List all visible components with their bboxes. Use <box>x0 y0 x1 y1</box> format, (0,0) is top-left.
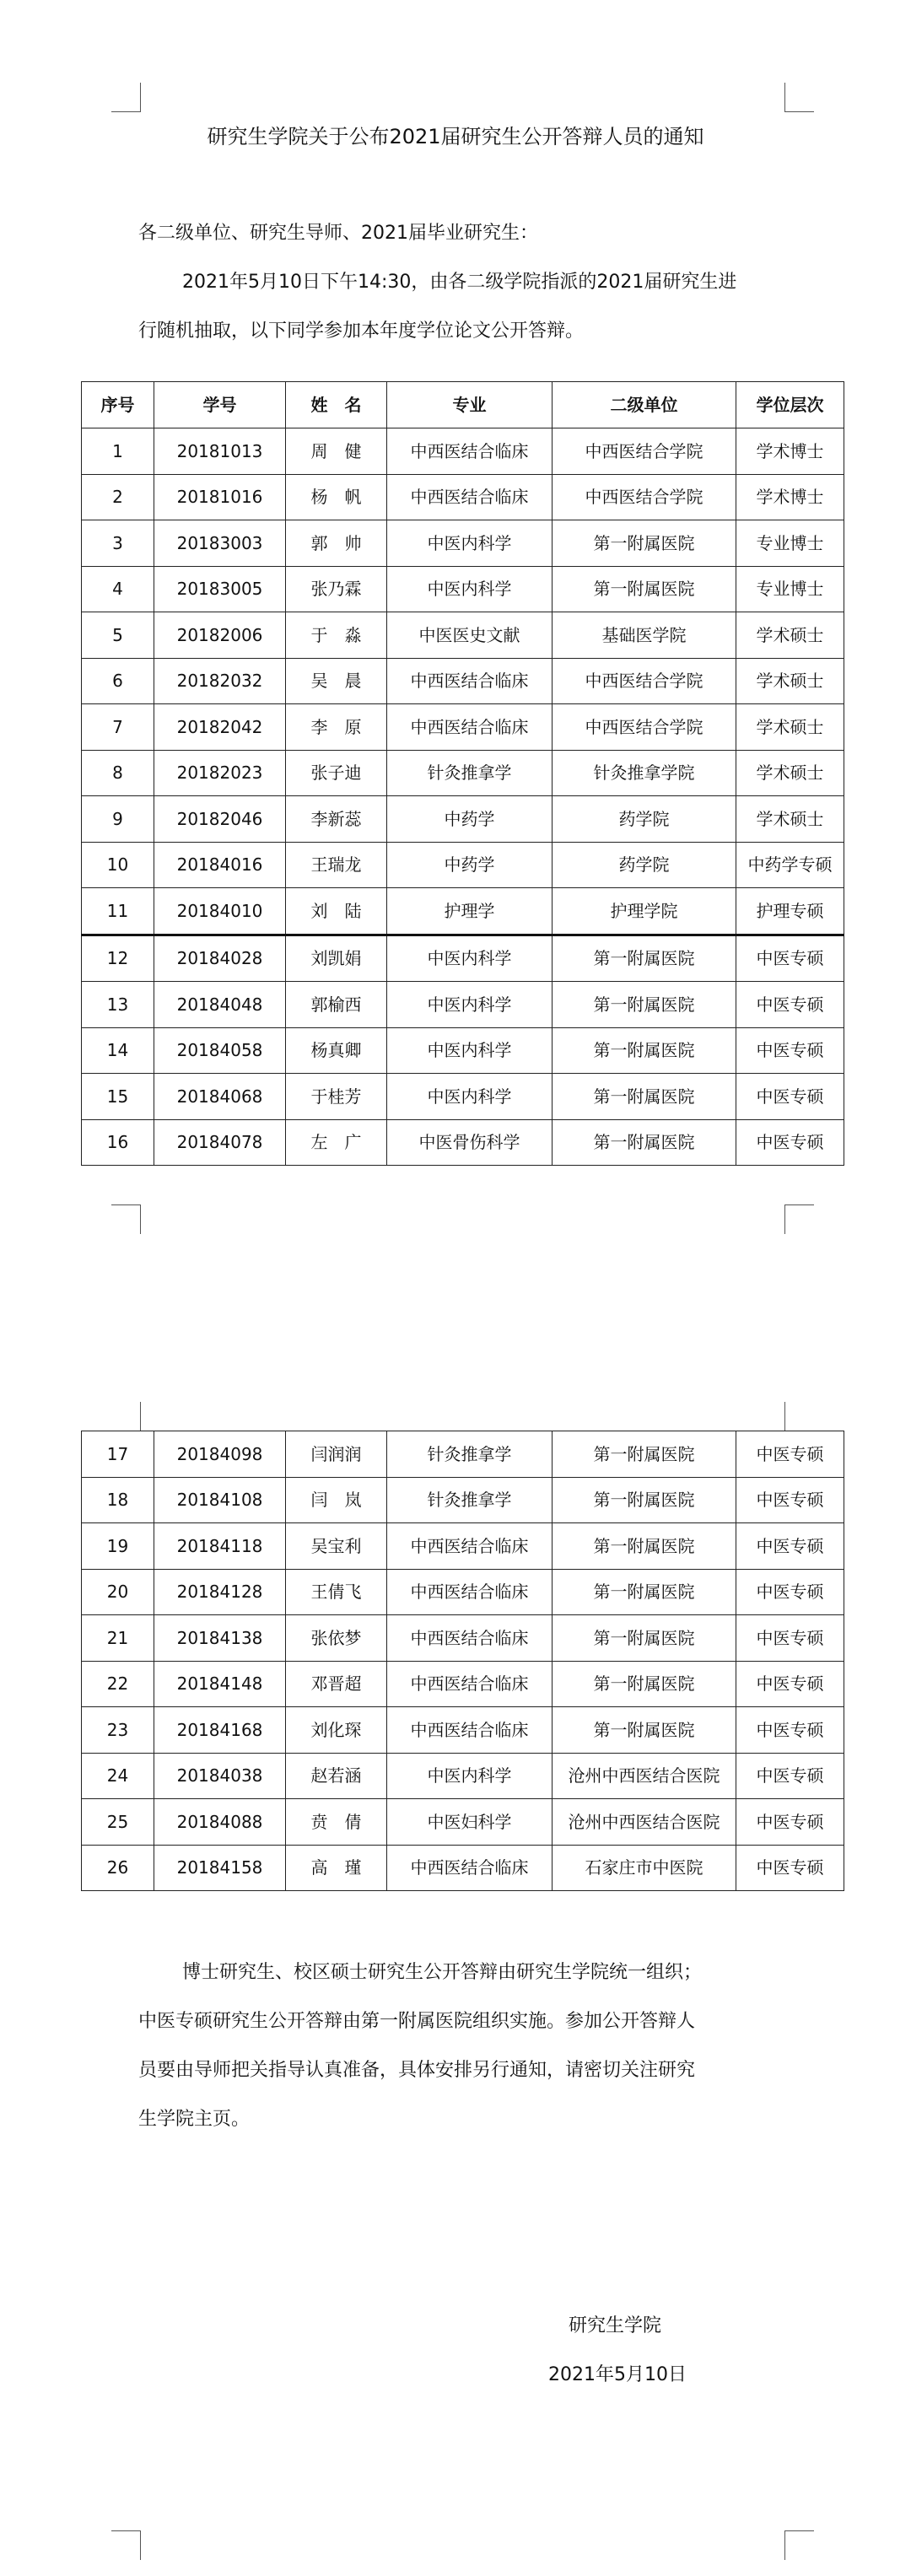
cell-degree: 中医专硕 <box>736 1569 844 1615</box>
cell-major: 中西医结合临床 <box>387 1707 553 1754</box>
cell-student-id: 20184016 <box>154 842 286 888</box>
cell-major: 中药学 <box>387 796 553 843</box>
cell-student-id: 20184068 <box>154 1074 286 1120</box>
cell-index: 13 <box>82 982 154 1028</box>
table-row <box>82 935 844 982</box>
table-row <box>82 888 844 935</box>
cell-major: 中西医结合临床 <box>387 1845 553 1891</box>
table-row <box>82 704 844 751</box>
closing-line-1: 博士研究生、校区硕士研究生公开答辩由研究生学院统一组织； <box>182 1962 703 1983</box>
cell-degree: 中医专硕 <box>736 1477 844 1523</box>
cell-student-id: 20184058 <box>154 1027 286 1074</box>
header-degree: 学位层次 <box>736 382 844 428</box>
cell-index: 20 <box>82 1569 154 1615</box>
cell-name: 李新蕊 <box>286 796 387 843</box>
cell-student-id: 20184108 <box>154 1477 286 1523</box>
closing-line-2: 中医专硕研究生公开答辩由第一附属医院组织实施。参加公开答辩人 <box>138 2011 696 2032</box>
table-row <box>82 566 844 612</box>
cell-major: 中医内科学 <box>387 935 553 982</box>
cell-index: 11 <box>82 888 154 935</box>
notice-title: 研究生学院关于公布2021届研究生公开答辩人员的通知 <box>207 125 704 148</box>
table-row <box>82 520 844 567</box>
cell-student-id: 20182042 <box>154 704 286 751</box>
cell-degree: 中医专硕 <box>736 1661 844 1707</box>
cell-unit: 第一附属医院 <box>553 1707 736 1754</box>
cell-student-id: 20184148 <box>154 1661 286 1707</box>
cell-major: 中医内科学 <box>387 982 553 1028</box>
cell-name: 于 淼 <box>286 612 387 659</box>
cell-unit: 第一附属医院 <box>553 1569 736 1615</box>
table-row <box>82 750 844 796</box>
cell-name: 王倩飞 <box>286 1569 387 1615</box>
cell-name: 贲 倩 <box>286 1799 387 1846</box>
cell-degree: 护理专硕 <box>736 888 844 935</box>
cell-degree: 中医专硕 <box>736 982 844 1028</box>
notice-body <box>138 209 796 356</box>
cell-name: 周 健 <box>286 428 387 475</box>
cell-index: 1 <box>82 428 154 475</box>
cell-name: 刘 陆 <box>286 888 387 935</box>
cell-degree: 学术硕士 <box>736 796 844 843</box>
cell-major: 中药学 <box>387 842 553 888</box>
cell-unit: 第一附属医院 <box>553 935 736 982</box>
cell-unit: 第一附属医院 <box>553 520 736 567</box>
cell-student-id: 20184028 <box>154 935 286 982</box>
cell-name: 刘化琛 <box>286 1707 387 1754</box>
table-header-row <box>82 382 844 428</box>
cell-unit: 第一附属医院 <box>553 566 736 612</box>
cell-degree: 中医专硕 <box>736 1074 844 1120</box>
cell-unit: 第一附属医院 <box>553 1431 736 1478</box>
cell-major: 中西医结合临床 <box>387 1661 553 1707</box>
crop-mark-top-left <box>111 83 141 112</box>
cell-name: 张依梦 <box>286 1615 387 1662</box>
cell-name: 杨真卿 <box>286 1027 387 1074</box>
cell-unit: 第一附属医院 <box>553 982 736 1028</box>
cell-name: 左 广 <box>286 1119 387 1166</box>
signature-org: 研究生学院 <box>569 2315 662 2336</box>
cell-degree: 中医专硕 <box>736 1523 844 1570</box>
cell-major: 中医骨伤科学 <box>387 1119 553 1166</box>
table-row <box>82 982 844 1028</box>
cell-index: 23 <box>82 1707 154 1754</box>
crop-mark-bottom-left <box>111 2530 141 2560</box>
cell-name: 张乃霖 <box>286 566 387 612</box>
cell-name: 郭榆西 <box>286 982 387 1028</box>
cell-student-id: 20184098 <box>154 1431 286 1478</box>
cell-major: 中医妇科学 <box>387 1799 553 1846</box>
roster-table-part-1 <box>81 381 844 1166</box>
cell-unit: 第一附属医院 <box>553 1074 736 1120</box>
cell-student-id: 20184168 <box>154 1707 286 1754</box>
cell-degree: 学术硕士 <box>736 612 844 659</box>
header-index: 序号 <box>82 382 154 428</box>
cell-degree: 专业博士 <box>736 520 844 567</box>
crop-mark-bottom-right <box>784 2530 814 2560</box>
cell-index: 2 <box>82 474 154 520</box>
cell-student-id: 20181016 <box>154 474 286 520</box>
cell-unit: 第一附属医院 <box>553 1027 736 1074</box>
cell-degree: 中医专硕 <box>736 1027 844 1074</box>
cell-index: 9 <box>82 796 154 843</box>
cell-student-id: 20183005 <box>154 566 286 612</box>
cell-degree: 中医专硕 <box>736 1845 844 1891</box>
cell-name: 吴宝利 <box>286 1523 387 1570</box>
cell-name: 李 原 <box>286 704 387 751</box>
salutation: 各二级单位、研究生导师、2021届毕业研究生： <box>138 223 538 244</box>
table-row <box>82 1523 844 1570</box>
cell-unit: 药学院 <box>553 842 736 888</box>
cell-student-id: 20182006 <box>154 612 286 659</box>
cell-unit: 沧州中西医结合医院 <box>553 1753 736 1799</box>
cell-index: 19 <box>82 1523 154 1570</box>
table-row <box>82 796 844 843</box>
cell-index: 3 <box>82 520 154 567</box>
table-row <box>82 1661 844 1707</box>
table-row <box>82 1431 844 1478</box>
cell-unit: 第一附属医院 <box>553 1119 736 1166</box>
cell-degree: 中医专硕 <box>736 1119 844 1166</box>
table-row <box>82 1707 844 1754</box>
cell-degree: 学术硕士 <box>736 750 844 796</box>
document-page-2 <box>0 1400 911 2576</box>
table-row <box>82 1074 844 1120</box>
cell-major: 中西医结合临床 <box>387 474 553 520</box>
cell-index: 8 <box>82 750 154 796</box>
cell-index: 15 <box>82 1074 154 1120</box>
table-row <box>82 1799 844 1846</box>
cell-index: 5 <box>82 612 154 659</box>
cell-major: 中医内科学 <box>387 1027 553 1074</box>
cell-index: 12 <box>82 935 154 982</box>
closing-line-4: 生学院主页。 <box>138 2109 251 2130</box>
cell-unit: 中西医结合学院 <box>553 474 736 520</box>
table-row <box>82 1569 844 1615</box>
header-student-id: 学号 <box>154 382 286 428</box>
cell-index: 17 <box>82 1431 154 1478</box>
crop-mark-top-right <box>784 1402 814 1431</box>
cell-student-id: 20184078 <box>154 1119 286 1166</box>
cell-unit: 护理学院 <box>553 888 736 935</box>
cell-name: 闫润润 <box>286 1431 387 1478</box>
cell-major: 中西医结合临床 <box>387 1569 553 1615</box>
cell-major: 针灸推拿学 <box>387 1477 553 1523</box>
cell-index: 21 <box>82 1615 154 1662</box>
closing-line-3: 员要由导师把关指导认真准备，具体安排另行通知，请密切关注研究 <box>138 2060 696 2081</box>
cell-student-id: 20184048 <box>154 982 286 1028</box>
cell-unit: 中西医结合学院 <box>553 428 736 475</box>
cell-degree: 学术硕士 <box>736 658 844 704</box>
cell-major: 中西医结合临床 <box>387 1615 553 1662</box>
cell-student-id: 20184118 <box>154 1523 286 1570</box>
crop-mark-top-left <box>111 1402 141 1431</box>
cell-degree: 专业博士 <box>736 566 844 612</box>
cell-index: 18 <box>82 1477 154 1523</box>
cell-student-id: 20184158 <box>154 1845 286 1891</box>
cell-name: 于桂芳 <box>286 1074 387 1120</box>
cell-degree: 中医专硕 <box>736 1799 844 1846</box>
cell-unit: 基础医学院 <box>553 612 736 659</box>
crop-mark-bottom-right <box>784 1204 814 1234</box>
table-row <box>82 1845 844 1891</box>
cell-major: 中医内科学 <box>387 520 553 567</box>
cell-name: 闫 岚 <box>286 1477 387 1523</box>
cell-major: 中医医史文献 <box>387 612 553 659</box>
cell-major: 中西医结合临床 <box>387 658 553 704</box>
cell-unit: 第一附属医院 <box>553 1615 736 1662</box>
cell-index: 22 <box>82 1661 154 1707</box>
table-row <box>82 1615 844 1662</box>
cell-name: 张子迪 <box>286 750 387 796</box>
cell-degree: 学术博士 <box>736 428 844 475</box>
cell-index: 16 <box>82 1119 154 1166</box>
cell-degree: 学术硕士 <box>736 704 844 751</box>
header-major: 专业 <box>387 382 553 428</box>
cell-name: 王瑞龙 <box>286 842 387 888</box>
header-name: 姓 名 <box>286 382 387 428</box>
cell-unit: 针灸推拿学院 <box>553 750 736 796</box>
cell-degree: 学术博士 <box>736 474 844 520</box>
cell-major: 中西医结合临床 <box>387 1523 553 1570</box>
cell-major: 中医内科学 <box>387 1074 553 1120</box>
cell-student-id: 20182032 <box>154 658 286 704</box>
cell-unit: 第一附属医院 <box>553 1477 736 1523</box>
cell-name: 邓晋超 <box>286 1661 387 1707</box>
table-row <box>82 1119 844 1166</box>
cell-unit: 中西医结合学院 <box>553 658 736 704</box>
cell-student-id: 20184010 <box>154 888 286 935</box>
cell-unit: 石家庄市中医院 <box>553 1845 736 1891</box>
cell-student-id: 20182046 <box>154 796 286 843</box>
cell-index: 25 <box>82 1799 154 1846</box>
cell-name: 刘凯娟 <box>286 935 387 982</box>
cell-student-id: 20181013 <box>154 428 286 475</box>
cell-student-id: 20182023 <box>154 750 286 796</box>
cell-name: 吴 晨 <box>286 658 387 704</box>
crop-mark-top-right <box>784 83 814 112</box>
cell-student-id: 20183003 <box>154 520 286 567</box>
signature-date: 2021年5月10日 <box>548 2364 687 2385</box>
table-row <box>82 474 844 520</box>
cell-degree: 中医专硕 <box>736 1615 844 1662</box>
cell-student-id: 20184088 <box>154 1799 286 1846</box>
cell-major: 中医内科学 <box>387 566 553 612</box>
cell-unit: 药学院 <box>553 796 736 843</box>
cell-degree: 中医专硕 <box>736 1753 844 1799</box>
intro-line-1: 2021年5月10日下午14:30，由各二级学院指派的2021届研究生进 <box>182 272 737 293</box>
cell-major: 中医内科学 <box>387 1753 553 1799</box>
header-unit: 二级单位 <box>553 382 736 428</box>
cell-student-id: 20184138 <box>154 1615 286 1662</box>
cell-unit: 第一附属医院 <box>553 1523 736 1570</box>
cell-major: 护理学 <box>387 888 553 935</box>
closing-paragraph <box>138 1948 796 2144</box>
cell-student-id: 20184128 <box>154 1569 286 1615</box>
cell-index: 4 <box>82 566 154 612</box>
cell-degree: 中医专硕 <box>736 935 844 982</box>
cell-index: 14 <box>82 1027 154 1074</box>
cell-major: 中西医结合临床 <box>387 428 553 475</box>
table-row <box>82 428 844 475</box>
cell-major: 针灸推拿学 <box>387 1431 553 1478</box>
table-row <box>82 1477 844 1523</box>
table-row <box>82 612 844 659</box>
table-row <box>82 658 844 704</box>
table-row <box>82 842 844 888</box>
cell-name: 赵若涵 <box>286 1753 387 1799</box>
cell-degree: 中医专硕 <box>736 1707 844 1754</box>
document-page-1 <box>0 0 911 1231</box>
cell-index: 24 <box>82 1753 154 1799</box>
cell-name: 郭 帅 <box>286 520 387 567</box>
table-row <box>82 1753 844 1799</box>
cell-index: 10 <box>82 842 154 888</box>
intro-line-2: 行随机抽取，以下同学参加本年度学位论文公开答辩。 <box>138 321 585 342</box>
cell-name: 杨 帆 <box>286 474 387 520</box>
table-row <box>82 1027 844 1074</box>
crop-mark-bottom-left <box>111 1204 141 1234</box>
cell-major: 针灸推拿学 <box>387 750 553 796</box>
cell-unit: 沧州中西医结合医院 <box>553 1799 736 1846</box>
roster-table-part-2 <box>81 1431 844 1891</box>
cell-unit: 第一附属医院 <box>553 1661 736 1707</box>
cell-index: 6 <box>82 658 154 704</box>
cell-student-id: 20184038 <box>154 1753 286 1799</box>
cell-index: 7 <box>82 704 154 751</box>
cell-name: 高 瑾 <box>286 1845 387 1891</box>
cell-unit: 中西医结合学院 <box>553 704 736 751</box>
cell-index: 26 <box>82 1845 154 1891</box>
cell-degree: 中药学专硕 <box>736 842 844 888</box>
cell-major: 中西医结合临床 <box>387 704 553 751</box>
cell-degree: 中医专硕 <box>736 1431 844 1478</box>
